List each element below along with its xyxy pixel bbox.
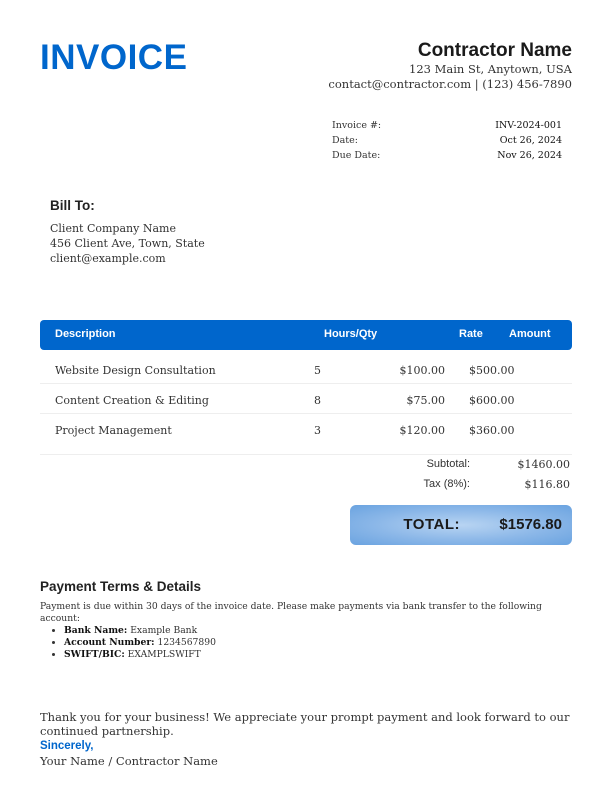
header-amount: Amount bbox=[509, 328, 551, 340]
signature: Your Name / Contractor Name bbox=[40, 754, 218, 768]
invoice-date-label: Date: bbox=[332, 135, 358, 146]
subtotal-row bbox=[340, 458, 570, 478]
row-description: Website Design Consultation bbox=[55, 364, 216, 377]
bill-to-section bbox=[50, 198, 205, 266]
bank-name-item bbox=[64, 625, 560, 637]
contractor-name: Contractor Name bbox=[417, 40, 572, 61]
invoice-number-label: Invoice #: bbox=[332, 120, 382, 131]
swift-item bbox=[64, 649, 560, 661]
client-address: 456 Client Ave, Town, State bbox=[50, 237, 205, 250]
invoice-number-row bbox=[332, 118, 562, 133]
payment-terms-text: Payment is due within 30 days of the invoice date. Please make payments via bank transfer to the following account: bbox=[40, 601, 542, 624]
row-amount: $500.00 bbox=[469, 364, 515, 377]
invoice-meta bbox=[332, 118, 562, 163]
payment-terms-heading: Payment Terms & Details bbox=[40, 579, 202, 594]
table-header bbox=[40, 320, 572, 350]
bank-details-list bbox=[40, 625, 560, 661]
row-amount: $360.00 bbox=[469, 424, 515, 437]
contractor-contact: contact@contractor.com | (123) 456-7890 bbox=[328, 77, 572, 91]
invoice-title: INVOICE bbox=[40, 38, 188, 77]
swift-label: SWIFT/BIC: bbox=[64, 649, 125, 660]
bill-to-heading: Bill To: bbox=[50, 198, 95, 213]
row-rate: $75.00 bbox=[406, 394, 445, 407]
bank-name-label: Bank Name: bbox=[64, 625, 128, 636]
row-description: Project Management bbox=[55, 424, 172, 437]
line-items-table bbox=[40, 320, 572, 455]
table-row bbox=[40, 354, 572, 384]
tax-label: Tax (8%): bbox=[423, 478, 470, 490]
row-qty: 8 bbox=[314, 394, 321, 407]
due-date-value: Nov 26, 2024 bbox=[497, 150, 562, 161]
due-date-row bbox=[332, 148, 562, 163]
tax-value: $116.80 bbox=[524, 478, 570, 491]
header-qty: Hours/Qty bbox=[324, 328, 378, 340]
contractor-info bbox=[328, 40, 572, 92]
row-qty: 3 bbox=[314, 424, 321, 437]
payment-terms-section bbox=[40, 579, 560, 661]
subtotal-value: $1460.00 bbox=[517, 458, 570, 471]
thank-you-message: Thank you for your business! We appreciate your prompt payment and look forward to our continued partnership. bbox=[40, 710, 570, 738]
tax-row bbox=[340, 478, 570, 498]
client-company: Client Company Name bbox=[50, 222, 176, 235]
row-description: Content Creation & Editing bbox=[55, 394, 209, 407]
due-date-label: Due Date: bbox=[332, 150, 381, 161]
contractor-address: 123 Main St, Anytown, USA bbox=[409, 62, 572, 76]
invoice-date-row bbox=[332, 133, 562, 148]
table-row bbox=[40, 384, 572, 414]
closing-section bbox=[40, 710, 570, 768]
subtotal-label: Subtotal: bbox=[426, 458, 470, 470]
signoff: Sincerely, bbox=[40, 740, 94, 752]
account-number-label: Account Number: bbox=[64, 637, 155, 648]
header-description: Description bbox=[55, 328, 116, 340]
total-box bbox=[350, 505, 572, 545]
invoice-date-value: Oct 26, 2024 bbox=[499, 135, 562, 146]
row-qty: 5 bbox=[314, 364, 321, 377]
account-number-value: 1234567890 bbox=[157, 637, 216, 648]
total-label: TOTAL: bbox=[403, 516, 460, 533]
invoice-number-value: INV-2024-001 bbox=[495, 120, 562, 131]
row-amount: $600.00 bbox=[469, 394, 515, 407]
bank-name-value: Example Bank bbox=[130, 625, 198, 636]
account-number-item bbox=[64, 637, 560, 649]
table-row bbox=[40, 414, 572, 455]
total-value: $1576.80 bbox=[499, 516, 562, 533]
row-rate: $120.00 bbox=[399, 424, 445, 437]
swift-value: EXAMPLSWIFT bbox=[127, 649, 201, 660]
totals-section bbox=[340, 458, 570, 498]
client-email: client@example.com bbox=[50, 252, 166, 265]
row-rate: $100.00 bbox=[399, 364, 445, 377]
header-rate: Rate bbox=[459, 328, 483, 340]
